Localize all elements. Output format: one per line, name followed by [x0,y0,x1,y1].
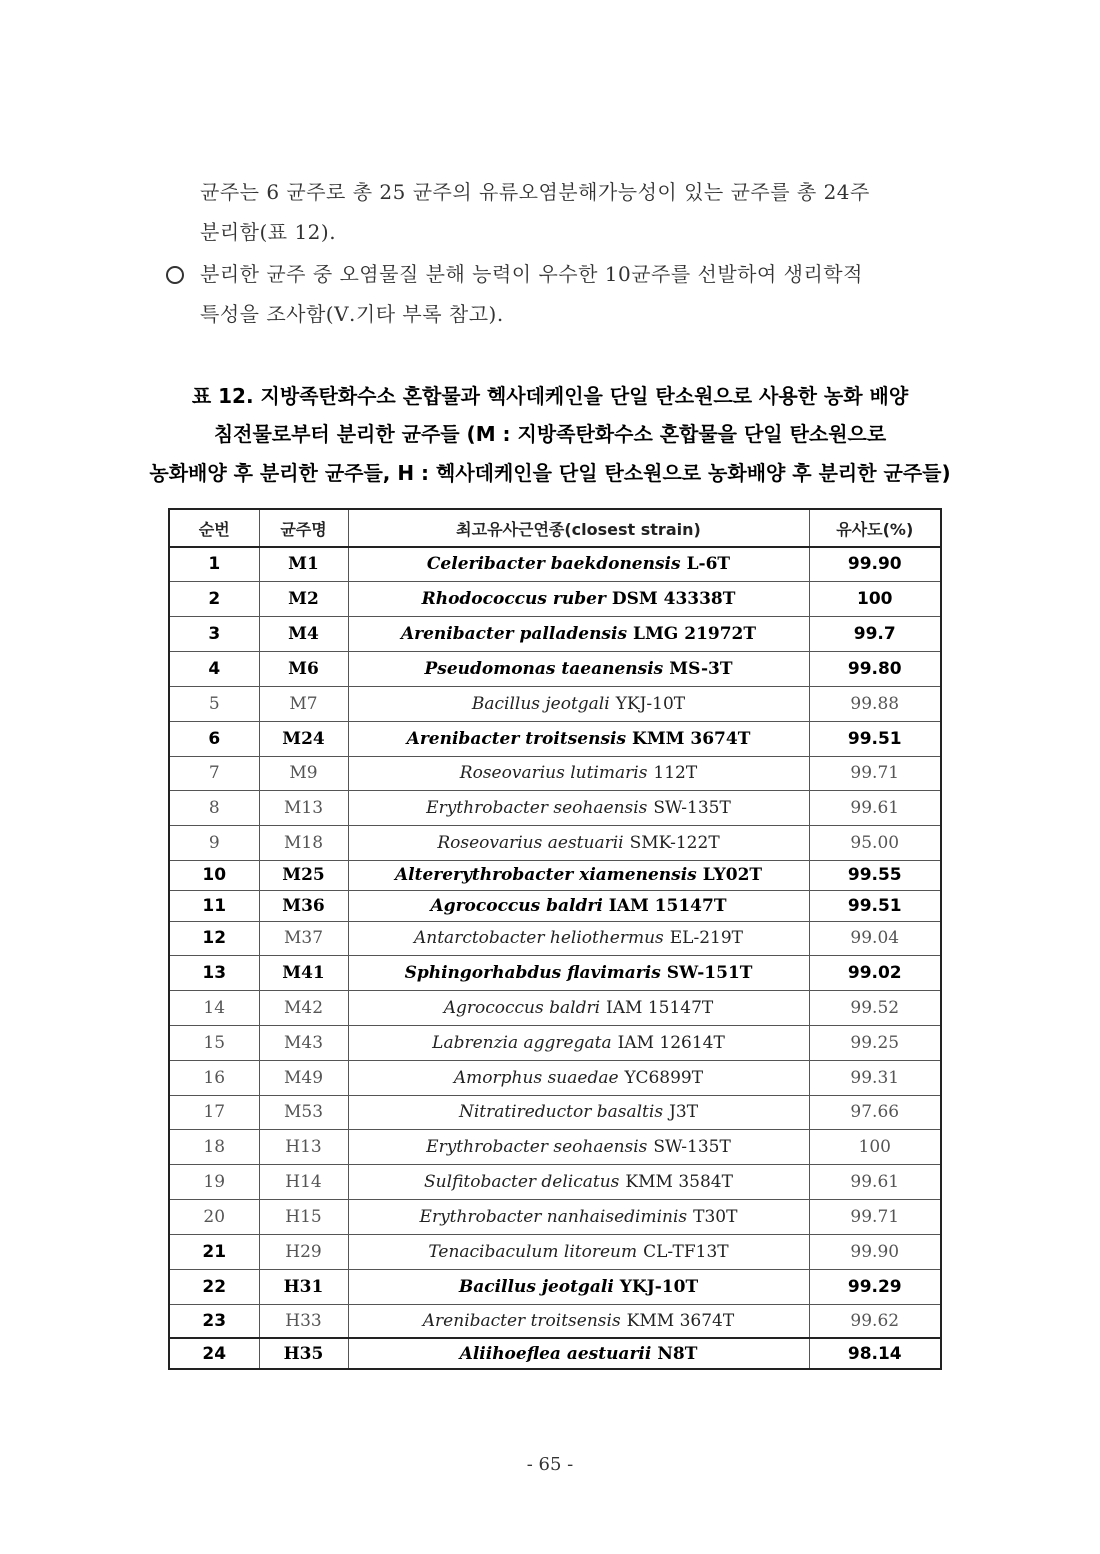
table-row [169,1304,941,1338]
type-strain: N8T [657,1343,698,1364]
cell-strain: M24 [259,721,348,756]
type-strain: YC6899T [624,1067,704,1088]
cell-strain: M49 [259,1060,348,1095]
cell-strain: H13 [259,1129,348,1164]
species-name: Antarctobacter heliothermus [414,928,664,948]
table-row [169,1129,941,1164]
species-name: Bacillus jeotgali [471,693,610,714]
cell-number: 7 [169,756,259,790]
cell-strain: M4 [259,616,348,651]
table-row [169,790,941,825]
table-row [169,1060,941,1095]
cell-number: 13 [169,955,259,990]
cell-similarity: 99.02 [809,955,941,990]
species-name: Celeribacter baekdonensis [426,554,681,575]
cell-number: 14 [169,990,259,1025]
cell-closest-strain [348,1338,809,1369]
cell-strain: M1 [259,547,348,581]
type-strain: KMM 3584T [625,1171,733,1192]
cell-similarity: 99.62 [809,1304,941,1338]
page-number: - 65 - [526,1454,574,1475]
table-row [169,686,941,721]
cell-number: 24 [169,1338,259,1369]
type-strain: SMK-122T [629,832,720,853]
cell-number: 4 [169,651,259,686]
type-strain: J3T [669,1102,699,1122]
cell-strain: H15 [259,1199,348,1234]
table-row [169,890,941,921]
circle-bullet-icon [166,266,184,284]
cell-number: 3 [169,616,259,651]
cell-strain: M7 [259,686,348,721]
type-strain: 112T [653,763,698,783]
table-row [169,547,941,581]
cell-number: 23 [169,1304,259,1338]
cell-closest-strain [348,721,809,756]
cell-closest-strain [348,1199,809,1234]
cell-closest-strain [348,1234,809,1269]
header-strain: 균주명 [259,509,348,547]
species-name: Pseudomonas taeanensis [424,658,664,679]
type-strain: IAM 15147T [608,895,727,916]
table-row [169,1095,941,1129]
cell-similarity: 100 [809,1129,941,1164]
cell-number: 19 [169,1164,259,1199]
cell-closest-strain [348,1269,809,1304]
cell-similarity: 99.80 [809,651,941,686]
cell-similarity: 99.61 [809,790,941,825]
paragraph-isolation-summary [200,172,980,252]
cell-closest-strain [348,547,809,581]
cell-closest-strain [348,1060,809,1095]
type-strain: CL-TF13T [643,1241,729,1262]
cell-number: 20 [169,1199,259,1234]
cell-similarity: 95.00 [809,825,941,860]
type-strain: YKJ-10T [615,693,686,714]
cell-strain: M37 [259,921,348,955]
cell-number: 22 [169,1269,259,1304]
species-name: Agrococcus baldri [430,895,603,916]
cell-closest-strain [348,955,809,990]
table-row [169,990,941,1025]
table-row [169,921,941,955]
cell-closest-strain [348,825,809,860]
species-name: Agrococcus baldri [443,997,601,1018]
type-strain: EL-219T [669,928,743,948]
species-name: Roseovarius lutimaris [459,763,648,783]
cell-strain: M13 [259,790,348,825]
paragraph-line: 균주는 6 균주로 총 25 균주의 유류오염분해가능성이 있는 균주를 총 24주 [200,180,870,204]
table-row [169,721,941,756]
species-name: Erythrobacter seohaensis [426,797,648,818]
table-row [169,616,941,651]
cell-similarity: 99.31 [809,1060,941,1095]
cell-strain: M43 [259,1025,348,1060]
table-caption-line: 농화배양 후 분리한 균주들, H : 헥사데케인을 단일 탄소원으로 농화배양 후 분리한 균주들) [149,461,951,485]
cell-similarity: 99.71 [809,756,941,790]
cell-number: 2 [169,581,259,616]
type-strain: SW-151T [666,962,753,983]
type-strain: KMM 3674T [626,1310,735,1331]
species-name: Aliihoeflea aestuarii [459,1343,652,1364]
cell-number: 11 [169,890,259,921]
paragraph-line: 분리한 균주 중 오염물질 분해 능력이 우수한 10균주를 선발하여 생리학적 [200,262,863,286]
cell-similarity: 100 [809,581,941,616]
table-row [169,1234,941,1269]
cell-similarity: 99.51 [809,721,941,756]
cell-closest-strain [348,921,809,955]
cell-strain: M9 [259,756,348,790]
header-number: 순번 [169,509,259,547]
cell-closest-strain [348,1095,809,1129]
cell-strain: M41 [259,955,348,990]
cell-similarity: 99.04 [809,921,941,955]
cell-closest-strain [348,1025,809,1060]
paragraph-selection [200,254,980,334]
table-row [169,1025,941,1060]
type-strain: SW-135T [653,1136,731,1157]
cell-number: 15 [169,1025,259,1060]
cell-strain: M2 [259,581,348,616]
table-row [169,860,941,890]
header-closest-strain: 최고유사근연종(closest strain) [348,509,809,547]
table-row [169,1164,941,1199]
cell-number: 5 [169,686,259,721]
table-row [169,581,941,616]
cell-similarity: 99.71 [809,1199,941,1234]
cell-similarity: 99.25 [809,1025,941,1060]
cell-similarity: 99.55 [809,860,941,890]
cell-strain: H14 [259,1164,348,1199]
cell-closest-strain [348,860,809,890]
cell-strain: M42 [259,990,348,1025]
table-header-row [169,509,941,547]
type-strain: SW-135T [653,797,731,818]
cell-closest-strain [348,1164,809,1199]
table-row [169,1338,941,1369]
type-strain: KMM 3674T [632,728,751,749]
species-name: Tenacibaculum litoreum [428,1241,638,1262]
cell-closest-strain [348,581,809,616]
strain-table [168,508,942,1370]
cell-closest-strain [348,616,809,651]
cell-similarity: 99.90 [809,1234,941,1269]
cell-strain: H35 [259,1338,348,1369]
type-strain: IAM 12614T [617,1032,725,1053]
cell-similarity: 99.61 [809,1164,941,1199]
species-name: Arenibacter troitsensis [406,728,627,749]
cell-number: 18 [169,1129,259,1164]
species-name: Erythrobacter nanhaisediminis [419,1206,688,1227]
species-name: Nitratireductor basaltis [458,1102,664,1122]
cell-similarity: 99.52 [809,990,941,1025]
table-body [169,547,941,1369]
cell-number: 6 [169,721,259,756]
table-row [169,651,941,686]
type-strain: DSM 43338T [611,588,736,609]
species-name: Labrenzia aggregata [432,1032,612,1053]
species-name: Rhodococcus ruber [421,588,606,609]
table-row [169,1199,941,1234]
cell-strain: M53 [259,1095,348,1129]
table-caption-line: 침전물로부터 분리한 균주들 (M : 지방족탄화수소 혼합물을 단일 탄소원으로 [213,422,887,446]
cell-closest-strain [348,651,809,686]
species-name: Sulfitobacter delicatus [424,1171,620,1192]
species-name: Altererythrobacter xiamenensis [394,865,697,885]
cell-similarity: 99.90 [809,547,941,581]
cell-number: 21 [169,1234,259,1269]
cell-similarity: 99.7 [809,616,941,651]
cell-similarity: 99.29 [809,1269,941,1304]
type-strain: IAM 15147T [606,997,714,1018]
cell-strain: H31 [259,1269,348,1304]
cell-number: 9 [169,825,259,860]
species-name: Arenibacter palladensis [400,623,628,644]
cell-number: 8 [169,790,259,825]
cell-strain: M25 [259,860,348,890]
cell-number: 17 [169,1095,259,1129]
paragraph-line: 특성을 조사함(Ⅴ.기타 부록 참고). [200,302,504,326]
table-row [169,1269,941,1304]
table-caption-line: 표 12. 지방족탄화수소 혼합물과 헥사데케인을 단일 탄소원으로 사용한 농화 배양 [191,384,909,408]
cell-closest-strain [348,1129,809,1164]
cell-strain: M18 [259,825,348,860]
type-strain: LY02T [702,865,763,885]
table-row [169,955,941,990]
cell-similarity: 97.66 [809,1095,941,1129]
cell-closest-strain [348,756,809,790]
species-name: Sphingorhabdus flavimaris [404,962,661,983]
cell-closest-strain [348,686,809,721]
cell-number: 10 [169,860,259,890]
cell-closest-strain [348,1304,809,1338]
type-strain: YKJ-10T [619,1276,699,1297]
species-name: Arenibacter troitsensis [422,1310,621,1331]
paragraph-line: 분리함(표 12). [200,220,337,244]
cell-strain: H33 [259,1304,348,1338]
table-row [169,825,941,860]
cell-similarity: 99.88 [809,686,941,721]
cell-closest-strain [348,890,809,921]
cell-number: 12 [169,921,259,955]
cell-closest-strain [348,990,809,1025]
species-name: Bacillus jeotgali [458,1276,614,1297]
species-name: Roseovarius aestuarii [437,832,624,853]
type-strain: L-6T [686,554,731,575]
species-name: Amorphus suaedae [453,1067,619,1088]
cell-strain: M6 [259,651,348,686]
cell-similarity: 98.14 [809,1338,941,1369]
type-strain: T30T [693,1206,738,1227]
cell-number: 16 [169,1060,259,1095]
cell-closest-strain [348,790,809,825]
type-strain: MS-3T [669,658,733,679]
cell-number: 1 [169,547,259,581]
type-strain: LMG 21972T [633,623,757,644]
cell-strain: H29 [259,1234,348,1269]
cell-strain: M36 [259,890,348,921]
species-name: Erythrobacter seohaensis [426,1136,648,1157]
header-similarity: 유사도(%) [809,509,941,547]
table-row [169,756,941,790]
cell-similarity: 99.51 [809,890,941,921]
